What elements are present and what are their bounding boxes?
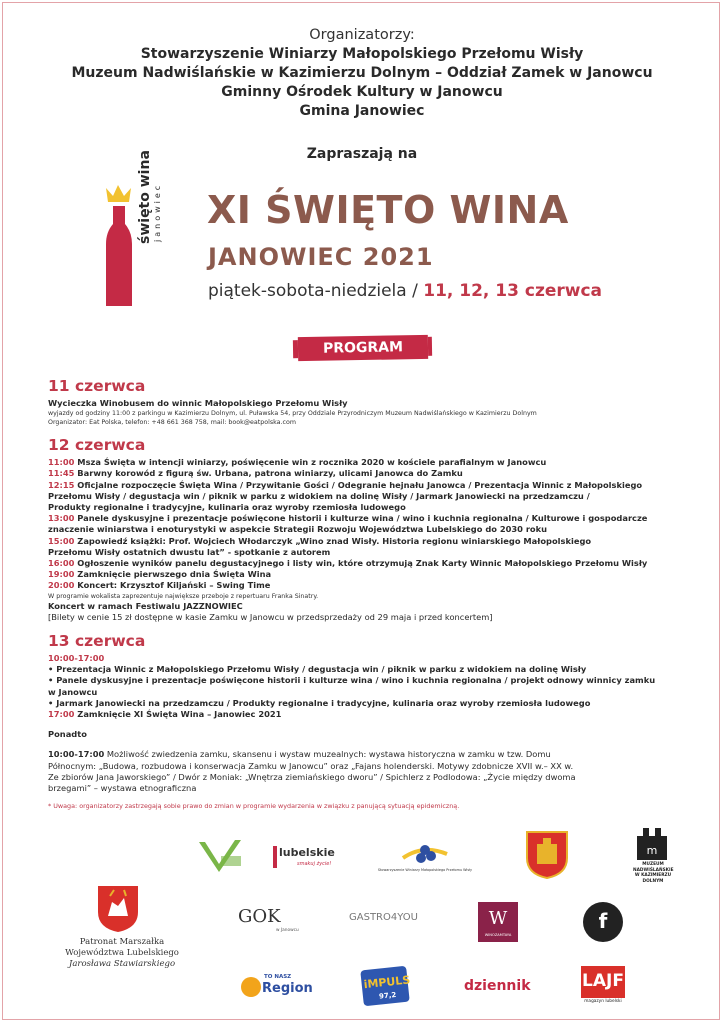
program-text: Koncert: Krzysztof Kiljański – Swing Time	[74, 580, 271, 591]
program-content	[48, 375, 688, 810]
patronage-text	[62, 937, 182, 970]
tickets-line: [Bilety w cenie 15 zł dostępne w kasie Zamku w Janowcu w przedsprzedaży od 29 maja i przed koncertem]	[48, 611, 493, 622]
gastro-logo	[349, 912, 423, 930]
program-line	[48, 513, 688, 524]
day-title: 12 czerwca	[48, 436, 146, 455]
impuls-logo	[360, 966, 410, 1007]
program-line	[48, 580, 688, 591]
program-time: 10:00-17:00	[48, 653, 105, 664]
program-text: Zamknięcie pierwszego dnia Święta Wina	[74, 569, 272, 580]
crest-icon	[525, 830, 569, 880]
svg-text:m: m	[646, 844, 658, 857]
program-line: • Prezentacja Winnic z Małopolskiego Przełomu Wisły / degustacja win / piknik w parku z widokiem na dolinę Wisły	[48, 664, 587, 675]
extra-title: Ponadto	[48, 729, 87, 740]
gok-text: GOK	[238, 906, 281, 927]
concert-note: W programie wokalista zaprezentuje największe przeboje z repertuaru Franka Sinatry.	[48, 592, 319, 600]
program-text: Barwny korowód z figurą św. Urbana, patrona winiarzy, ulicami Janowca do Zamku	[74, 468, 463, 479]
dates-value: 11, 12, 13 czerwca	[423, 281, 603, 301]
program-time: 20:00	[48, 580, 75, 591]
gok-sub: w Janowcu	[276, 928, 299, 933]
organizer-line: Gmina Janowiec	[299, 103, 425, 119]
region-icon	[240, 976, 262, 998]
program-line	[48, 536, 688, 547]
program-line	[48, 547, 688, 558]
program-time: 11:00	[48, 457, 75, 468]
program-text: znaczenie winiarstwa i enoturystyki w aspekcie Strategii Rozwoju Województwa Lubelskiego do 2030 roku	[48, 524, 548, 535]
dziennik-logo	[464, 978, 536, 1000]
disclaimer-note: * Uwaga: organizatorzy zastrzegają sobie prawo do zmian w programie wydarzenia w związku z panującą sytuacją epidemiczną.	[48, 802, 460, 811]
days-label: piątek-sobota-niedziela /	[208, 281, 418, 301]
program-text: Zapowiedź książki: Prof. Wojciech Włodarczyk „Wino znad Wisły. Historia regionu winiarskiego Małopolskiego	[74, 535, 592, 546]
patronage-line: Województwa Lubelskiego	[65, 948, 179, 958]
program-text: Przełomu Wisły ostatnich dwustu lat” - spotkanie z autorem	[48, 546, 331, 557]
program-line	[48, 502, 688, 513]
lajf-logo	[581, 966, 625, 1006]
leaf-logo	[197, 836, 243, 874]
day-title: 13 czerwca	[48, 632, 146, 651]
muzeum-text: MUZEUM NADWIŚLAŃSKIE W KAZIMIERZU DOLNYM	[633, 862, 674, 884]
organizers-block	[0, 26, 724, 121]
region-text: Region	[262, 981, 313, 996]
fi-logo	[583, 902, 623, 942]
organizer-line: Muzeum Nadwiślańskie w Kazimierzu Dolnym – Oddział Zamek w Janowcu	[71, 65, 653, 81]
leaf-icon	[197, 836, 243, 874]
program-time: 16:00	[48, 558, 75, 569]
lajf-text: LAJF	[582, 971, 624, 991]
lubelskie-tagline: smakuj życie!	[297, 861, 332, 867]
logo-title: święto wina	[137, 150, 153, 244]
event-subtitle: JANOWIEC 2021	[208, 243, 434, 271]
program-line	[48, 457, 688, 468]
winnica-logo	[478, 902, 518, 942]
program-line	[48, 709, 688, 720]
program-line	[48, 569, 688, 580]
event-dates	[208, 281, 602, 301]
program-detail: Organizator: Eat Polska, telefon: +48 661 368 758, mail: book@eatpolska.com	[48, 419, 296, 427]
organizer-line: Stowarzyszenie Winiarzy Małopolskiego Przełomu Wisły	[140, 46, 584, 62]
fi-mark: f	[598, 909, 608, 933]
extra-line	[48, 749, 688, 760]
janowiec-crest	[525, 830, 569, 880]
invite-text: Zapraszają na	[306, 146, 418, 162]
lubelskie-text: lubelskie	[279, 846, 335, 859]
muzeum-logo	[633, 828, 673, 886]
extra-text: Możliwość zwiedzenia zamku, skansenu i wystaw muzealnych: wystawa historyczna w zamku w tzw. Domu	[104, 749, 551, 760]
winnica-sub: WINOZAMTAYA	[484, 933, 512, 937]
organizer-line: Gminny Ośrodek Kultury w Janowcu	[221, 84, 503, 100]
program-line	[48, 480, 688, 491]
logo-subtitle: janowiec	[153, 182, 162, 242]
patronage-line: Patronat Marszałka	[79, 937, 165, 947]
program-text: Panele dyskusyjne i prezentacje poświęcone historii i kulturze wina / wino i kuchnia regionalna / Kulturowe i gospodarcze	[74, 513, 648, 524]
extra-line: brzegami” – wystawa etnograficzna	[48, 783, 197, 794]
program-text: Produkty regionalne i tradycyjne, kulinaria oraz wyroby rzemiosła ludowego	[48, 502, 406, 513]
gastro-text: GASTRO4YOU	[349, 912, 418, 923]
winiarze-text: Stowarzyszenie Winiarzy Małopolskiego Przełomu Wisły	[377, 868, 473, 872]
grapes-icon	[373, 838, 477, 868]
organizers-heading: Organizatorzy:	[309, 27, 415, 43]
program-text: Msza Święta w intencji winiarzy, poświęcenie win z rocznika 2020 w kościele parafialnym w Janowcu	[74, 457, 547, 468]
program-line	[48, 558, 688, 569]
event-title: XI ŚWIĘTO WINA	[207, 188, 569, 232]
region-top: TO NASZ	[264, 974, 292, 980]
patronage-line: Jarosława Stawiarskiego	[68, 959, 176, 969]
deer-crest-icon	[96, 884, 140, 934]
program-line: • Jarmark Janowiecki na przedzamczu / Produkty regionalne i tradycyjne, kulinaria oraz wyroby rzemiosła ludowego	[48, 697, 591, 708]
program-line: w Janowcu	[48, 686, 98, 697]
program-line	[48, 524, 688, 535]
winiarze-logo	[373, 838, 477, 876]
festival-line: Koncert w ramach Festiwalu JAZZNOWIEC	[48, 600, 243, 611]
dziennik-text: dziennik	[464, 978, 531, 994]
program-text: Przełomu Wisły / degustacja win / piknik w parku z widokiem na dolinę Wisły / Jarmark Janowiecki na przedzamczu /	[48, 490, 590, 501]
impuls-freq: 97,2	[378, 990, 397, 1001]
event-logo	[104, 150, 166, 310]
program-banner: PROGRAM	[298, 335, 428, 361]
program-time: 15:00	[48, 535, 75, 546]
program-time: 17:00	[48, 709, 75, 720]
program-text: Oficjalne rozpoczęcie Święta Wina / Przywitanie Gości / Odegranie hejnału Janowca / Prezentacja Winnic z Małopolskiego	[74, 479, 643, 490]
impuls-text: iMPULS	[363, 973, 411, 992]
lubelskie-logo	[273, 846, 333, 872]
program-detail: wyjazdy od godziny 11:00 z parkingu w Kazimierzu Dolnym, ul. Puławska 54, przy Oddziale Przyrodniczym Muzeum Nadwiślańskiego w Kazimierzu Dolnym	[48, 410, 537, 418]
gok-logo	[234, 902, 302, 936]
program-line: • Panele dyskusyjne i prezentacje poświęcone historii i kulturze wina / wino i kuchnia regionalna / projekt odnowy winnicy zamku	[48, 675, 656, 686]
lubelskie-crest	[96, 884, 140, 934]
program-time: 19:00	[48, 569, 75, 580]
program-text: Zamknięcie XI Święta Wina – Janowiec 2021	[74, 709, 282, 720]
lubelskie-bar	[273, 846, 277, 868]
program-time: 12:15	[48, 479, 75, 490]
lajf-sub: magazyn lubelski	[584, 999, 622, 1004]
extra-line: Ze zbiorów Jana Jaworskiego” / Dwór z Moniak: „Wnętrza ziemiańskiego dworu” / Spichlerz z Podlodowa: „Życie między dwoma	[48, 771, 576, 782]
program-text: Ogłoszenie wyników panelu degustacyjnego i listy win, które otrzymują Znak Karty Winnic Małopolskiego Przełomu Wisły	[74, 558, 648, 569]
extra-line: Północnym: „Budowa, rozbudowa i konserwacja Zamku w Janowcu” oraz „Fajans holenderski. Motywy zdobnicze XVII w.– XX w.	[48, 760, 574, 771]
program-time: 13:00	[48, 513, 75, 524]
winnica-mark: W	[488, 908, 508, 929]
program-line	[48, 491, 688, 502]
program-line: Wycieczka Winobusem do winnic Małopolskiego Przełomu Wisły	[48, 398, 348, 408]
day-title: 11 czerwca	[48, 377, 146, 395]
region-logo	[240, 974, 313, 1000]
program-time: 11:45	[48, 468, 75, 479]
extra-time: 10:00-17:00	[48, 749, 105, 760]
program-line	[48, 468, 688, 479]
castle-icon	[637, 828, 667, 860]
